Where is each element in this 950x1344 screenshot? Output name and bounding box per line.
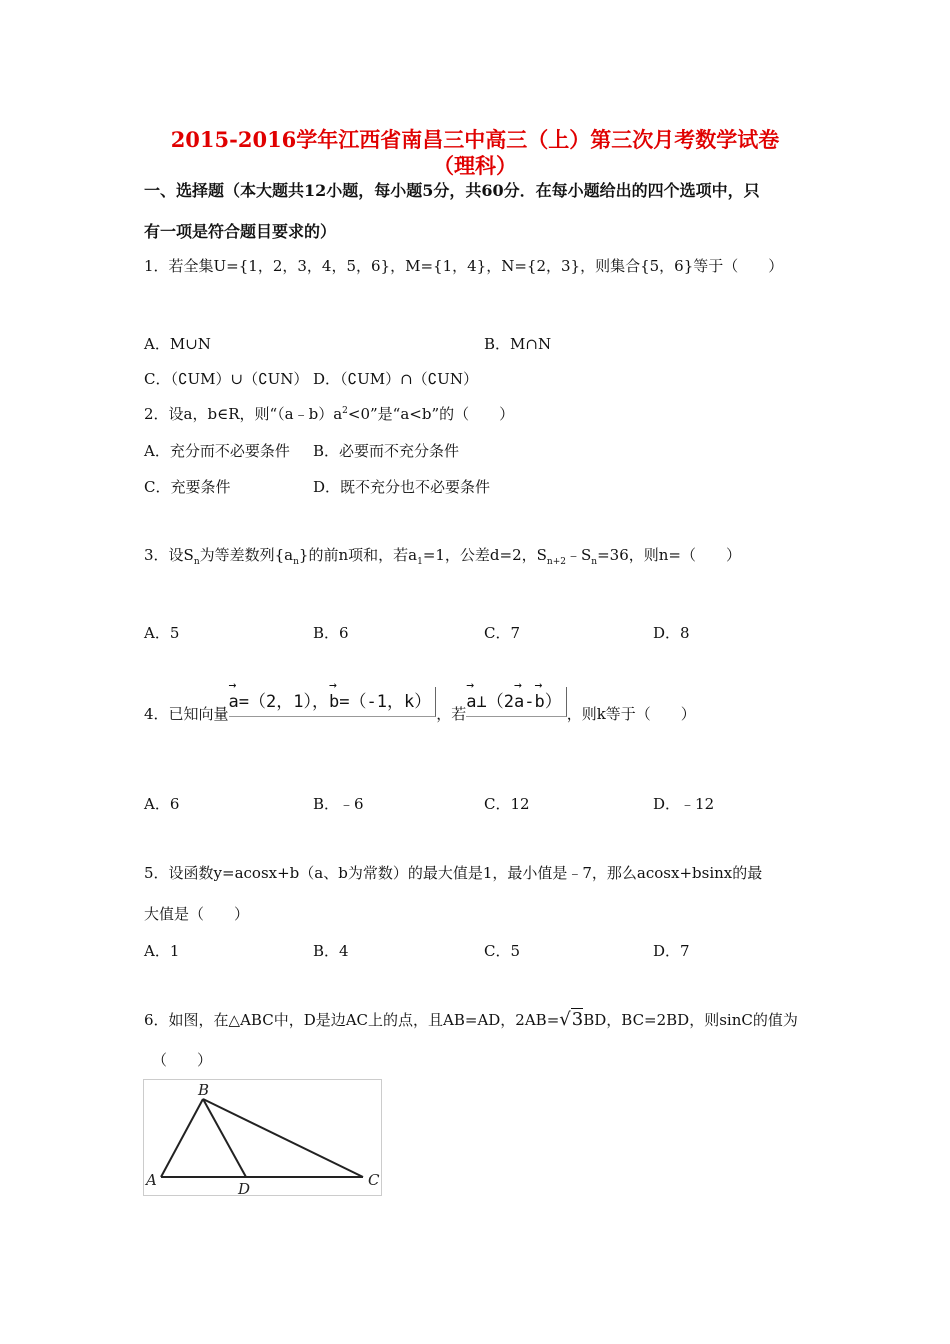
section-heading: 一、选择题（本大题共12小题，每小题5分，共60分．在每小题给出的四个选项中，只	[144, 181, 760, 200]
question-2-stem: 2．设a，b∈R，则“$(a﹣b)a^2<0$”是“a<b”的（ ）	[144, 405, 515, 423]
vertex-label-b: B	[198, 1081, 210, 1099]
question-3-option-b: B．6	[313, 624, 349, 642]
question-2-option-a: A．充分而不必要条件	[144, 442, 290, 460]
question-5-option-a: A．1	[144, 942, 180, 960]
question-4-option-a: A．6	[144, 795, 180, 813]
question-5-option-b: B．4	[313, 942, 349, 960]
section-heading-cont: 有一项是符合题目要求的）	[144, 222, 337, 241]
question-4-stem: 4．已知向量→ a=（2，1），→ b=（-1，k），若→ a⊥（2→ a-→ b），则k等于（ ）	[144, 703, 696, 724]
vertex-label-a: A	[146, 1171, 157, 1189]
question-2-option-c: C．充要条件	[144, 478, 231, 496]
question-5-option-c: C．5	[484, 942, 521, 960]
sqrt-symbol: √3	[559, 1009, 584, 1030]
question-4-option-b: B．﹣6	[313, 795, 364, 813]
question-1-option-a: A．M∪N	[144, 335, 211, 353]
vertex-label-c: C	[368, 1171, 380, 1189]
question-6-stem-cont: （ ）	[152, 1051, 213, 1069]
question-4-option-d: D．﹣12	[653, 795, 715, 813]
question-1-stem: 1．若全集U={1，2，3，4，5，6}，M={1，4}，N={2，3}，则集合{5，6}等于（ ）	[144, 257, 784, 275]
vertex-label-d: D	[238, 1180, 251, 1196]
question-1-option-c: C．（∁UM）∪（∁UN）	[144, 370, 309, 388]
paper-subtitle: （理科）	[433, 153, 517, 178]
question-3-option-c: C．7	[484, 624, 521, 642]
question-4-option-c: C．12	[484, 795, 530, 813]
question-5-stem-cont: 大值是（ ）	[144, 905, 250, 923]
paper-title: 2015-2016学年江西省南昌三中高三（上）第三次月考数学试卷	[170, 127, 780, 152]
question-1-option-d: D．（∁UM）∩（∁UN）	[313, 370, 478, 388]
question-6-stem: 6．如图，在△ABC中，D是边AC上的点，且AB=AD，2AB=√3BD，BC=2BD，则sinC的值为	[144, 1009, 798, 1030]
question-2-option-b: B．必要而不充分条件	[313, 442, 460, 460]
question-5-option-d: D．7	[653, 942, 690, 960]
question-3-option-d: D．8	[653, 624, 690, 642]
question-2-option-d: D．既不充分也不必要条件	[313, 478, 491, 496]
question-3-stem: 3．设$S_n$为等差数列$\{a_n\}$的前n项和，若$a_1=1$，公差d=2，$S_{n+2}﹣S_n=36$，则n=（ ）	[144, 546, 741, 567]
question-3-option-a: A．5	[144, 624, 180, 642]
question-1-option-b: B．M∩N	[484, 335, 552, 353]
question-5-stem: 5．设函数y=acosx+b（a、b为常数）的最大值是1，最小值是﹣7，那么acosx+bsinx的最	[144, 864, 763, 882]
vector-definition-image: → a=（2，1），→ b=（-1，k）	[229, 687, 437, 717]
triangle-figure	[143, 1079, 383, 1196]
perpendicular-condition-image: → a⊥（2→ a-→ b）	[466, 687, 566, 717]
figure-frame	[144, 1080, 382, 1196]
